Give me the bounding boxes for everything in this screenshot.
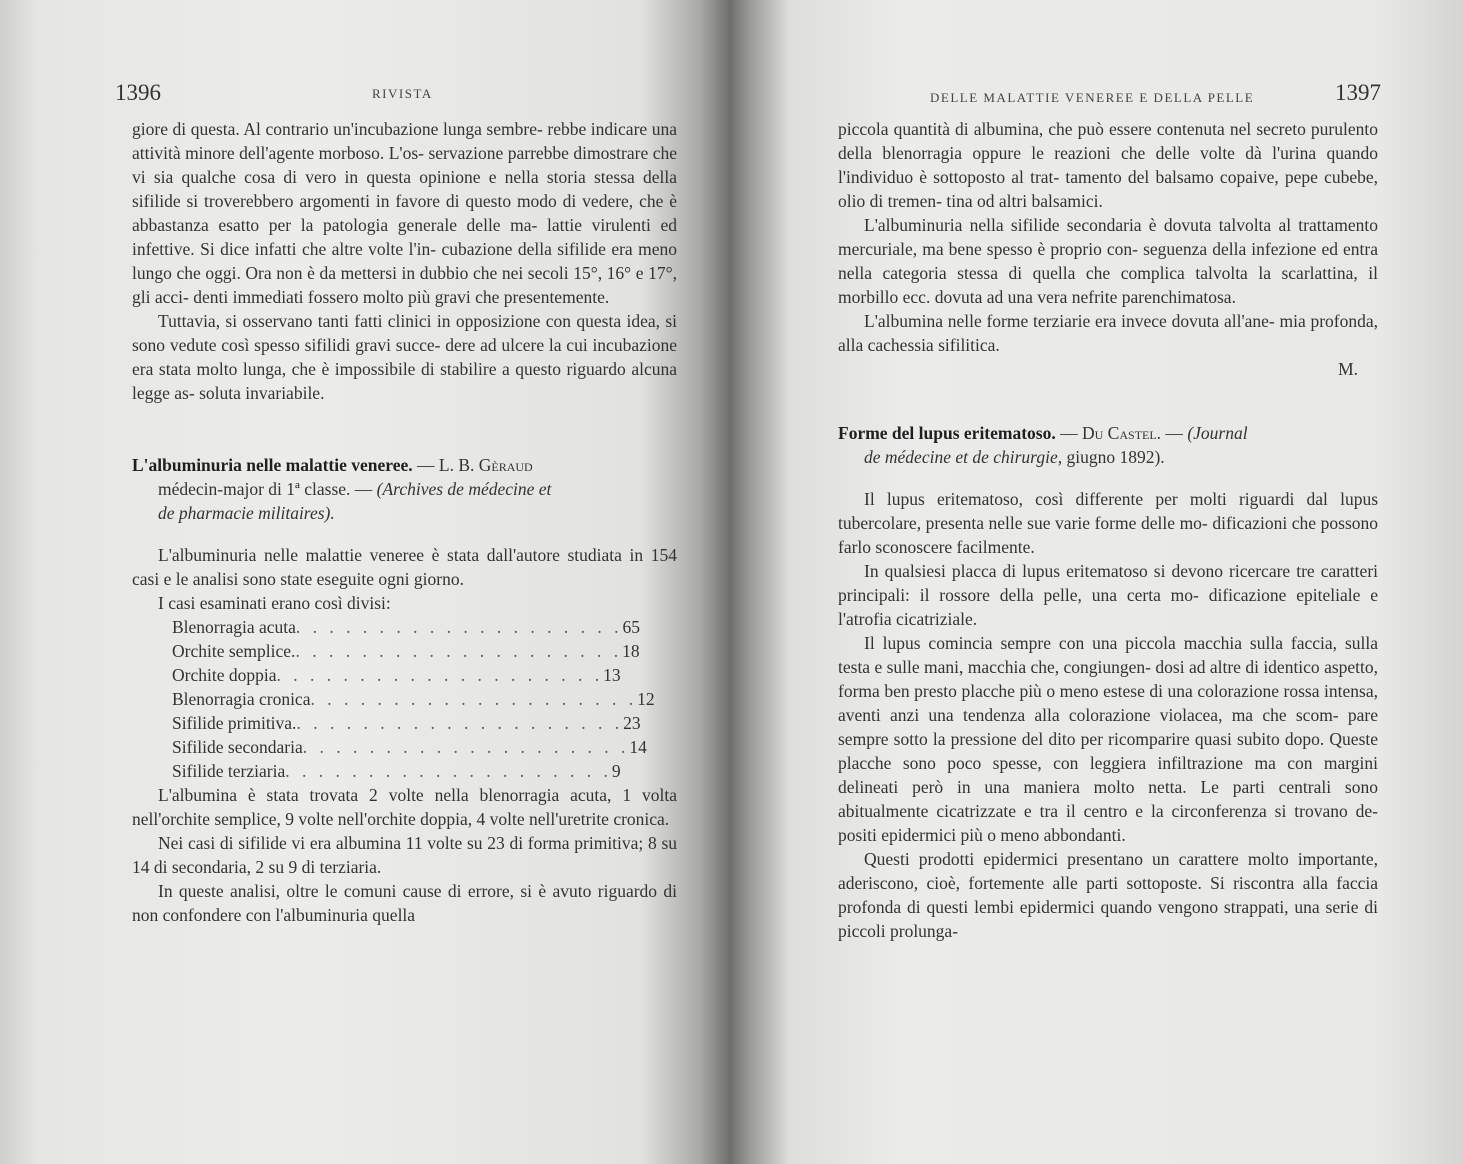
text-line: è impossibile di stabilire a questo riguardo alcuna legge as- [132,359,677,403]
paragraph [838,309,1378,357]
text-line: maniera molto netta. Le parti centrali sono abitualmente [838,777,1378,821]
article-source: (Archives de médecine et [376,479,552,499]
text-line: secreto purulento della blenorragia oppure le reazioni che [838,119,1379,163]
text-line: denti immediati fossero molto più gravi che presentemente. [193,287,610,307]
text-line: dere ad ulcere la cui incubazione era stata molto lunga, che [132,335,677,379]
text-line: lupus tubercolare, presenta nelle sue varie forme delle mo- [838,489,1379,533]
article-source-cont: de pharmacie militaires). [158,503,335,523]
left-page-text [132,117,677,927]
text-line: pare sempre sotto la pressione del dito per ricomparire [838,705,1379,749]
paragraph [132,543,677,591]
text-line: soluta invariabile. [199,383,325,403]
cases-list [132,615,677,783]
article-title: Forme del lupus eritematoso. [838,423,1056,443]
text-line: giorno. [413,569,464,589]
article-author: — Du Castel. — [1060,423,1183,443]
page-number: 1396 [115,80,161,105]
text-line: cubazione della sifilide era meno lungo che oggi. Ora non è [132,239,677,283]
text-line: L'albumina è stata trovata 2 volte nella blenorragia acuta, [158,785,612,805]
article-source-cont: de médecine et de chirurgie, [864,447,1063,467]
text-line: tina od altri balsamici. [946,191,1103,211]
paragraph [132,309,677,405]
article-title: L'albuminuria nelle malattie veneree. [132,455,413,475]
text-line: delle volte dà l'urina quando l'individuo è sottoposto al trat- [838,143,1378,187]
page-number: 1397 [1335,80,1381,105]
text-line: Questi prodotti epidermici presentano un carattere molto [864,849,1289,869]
article-source: (Journal [1187,423,1248,443]
text-line: dosi ad altre di identico aspetto, forma ben presto placche [838,657,1379,701]
text-line: Tuttavia, si osservano tanti fatti clinici in opposizione con [158,311,572,331]
text-line: In queste analisi, oltre le comuni cause di errore, si è [158,881,547,901]
paragraph [838,213,1378,309]
list-item: Orchite semplice. . . . . . . . . . . . . . . . . . . . . 18 [172,641,640,661]
text-line: positi epidermici più o meno abbondanti. [838,825,1126,845]
paragraph [838,559,1378,631]
text-line: piccola quantità di albumina, che può essere contenuta nel [838,119,1252,139]
article-author-role: médecin-major di 1ª classe. — [158,479,373,499]
text-line: In qualsiesi placca di lupus eritematoso si devono ricercare [864,561,1291,581]
text-line: L'albuminuria nella sifilide secondaria è dovuta talvolta [864,215,1272,235]
paragraph [132,831,677,879]
text-line: mia profonda, alla cachessia sifilitica. [838,311,1379,355]
text-line: anzi una tendenza alla colorazione violacea, ma che scom- [890,705,1339,725]
text-line: dovuta ad una vera nefrite parenchimatosa. [934,287,1236,307]
text-line: leggiera infiltrazione ma con margini delineati però in una [838,753,1378,797]
list-intro: I casi esaminati erano così divisi: [158,593,391,613]
paragraph [132,783,677,831]
list-item: Blenorragia cronica . . . . . . . . . . . . . . . . . . . . 12 [172,689,655,709]
text-line: L'albuminuria nelle malattie veneree è stata dall'autore [158,545,560,565]
text-line: primitiva; 8 su 14 di secondaria, 2 su 9 di terziaria. [132,833,678,877]
paragraph [838,487,1378,559]
paragraph [838,631,1378,847]
text-line: giore di questa. Al contrario un'incubazione lunga sembre- [132,119,543,139]
list-item: Orchite doppia . . . . . . . . . . . . . . . . . . . . 13 [172,665,621,685]
text-line: seguenza della infezione ed entra nella categoria stessa di [838,239,1379,283]
signature: M. [1338,359,1358,379]
article-heading [132,453,677,525]
text-line: L'albumina nelle forme terziarie era invece dovuta all'ane- [864,311,1275,331]
text-line: da mettersi in dubbio che nei secoli 15°, 16° e 17°, gli acci- [132,263,677,307]
running-head: RIVISTA [372,86,433,101]
text-line: volte nell'uretrite cronica. [489,809,670,829]
text-line: questa idea, si sono vedute così spesso sifilidi gravi succe- [132,311,677,355]
text-line: Il lupus comincia sempre con una piccola macchia sulla [864,633,1283,653]
text-line: servazione parrebbe dimostrare che vi sia qualche cosa di [132,143,677,187]
paragraph [132,117,677,309]
article-author: — L. B. Gèraud [417,455,533,475]
text-line: avuto riguardo di non confondere con l'albuminuria quella [132,881,678,925]
text-line: rebbe indicare una attività minore dell'agente morboso. L'os- [132,119,678,163]
text-line: quella che complica talvolta la scarlattina, il morbillo ecc. [838,263,1378,307]
text-line: importante, aderiscono, cioè, fortemente alle parti sottoposte. [838,849,1378,893]
right-page [740,0,1463,1164]
list-item: Blenorragia acuta . . . . . . . . . . . . . . . . . . . . 65 [172,617,641,637]
list-item: Sifilide secondaria . . . . . . . . . . . . . . . . . . . . 14 [172,737,647,757]
text-line: lattie virulenti ed infettive. Si dice infatti che altre volte l'in- [132,215,678,259]
paragraph [132,879,677,927]
article-date: giugno 1892). [1066,447,1165,467]
text-line: 1 volta nell'orchite semplice, 9 volte nell'orchite doppia, 4 [132,785,677,829]
text-line: più o meno estese di una colorazione rossa intensa, aventi [838,681,1378,725]
text-line: Si riscontra alla faccia profonda di questi lembi epidermici [838,873,1379,917]
right-page-text [838,117,1378,943]
list-item: Sifilide primitiva. . . . . . . . . . . . . . . . . . . . . 23 [172,713,641,733]
text-line: Nei casi di sifilide vi era albumina 11 volte su 23 di forma [158,833,570,853]
list-item: Sifilide terziaria . . . . . . . . . . . . . . . . . . . . 9 [172,761,621,781]
text-line: vero in questa opinione e nella storia stessa della sifilide si [132,167,678,211]
text-line: studiata in 154 casi e le analisi sono state eseguite ogni [132,545,677,589]
text-line: cicatrizzate e tra il centro e la circonferenza si trovano de- [936,801,1379,821]
text-line: quando vengono strappati, una serie di piccoli prolunga- [838,897,1378,941]
article-heading [838,421,1378,469]
text-line: quasi subito dopo. Queste placche sono poco spesse, con [838,729,1379,773]
text-line: dificazioni che possono farlo sconoscere facilmente. [838,513,1379,557]
paragraph [838,847,1378,943]
text-line: Il lupus eritematoso, così differente per molti riguardi dal [864,489,1328,509]
text-line: faccia, sulla testa e sulle mani, macchia che, congiungen- [838,633,1379,677]
paragraph [838,117,1378,213]
text-line: tre caratteri principali: il rossore della pelle, una certa mo- [838,561,1379,605]
text-line: tamento del balsamo copaive, pepe cubebe, olio di tremen- [838,167,1378,211]
text-line: al trattamento mercuriale, ma bene spesso è proprio con- [838,215,1379,259]
running-head: DELLE MALATTIE VENEREE E DELLA PELLE [930,90,1255,105]
text-line: dificazione epiteliale e l'atrofia cicatriziale. [838,585,1379,629]
text-line: che è abbastanza esatto per la patologia generale delle ma- [132,191,678,235]
text-line: troverebbero argomenti in favore di questo modo di vedere, [204,191,634,211]
